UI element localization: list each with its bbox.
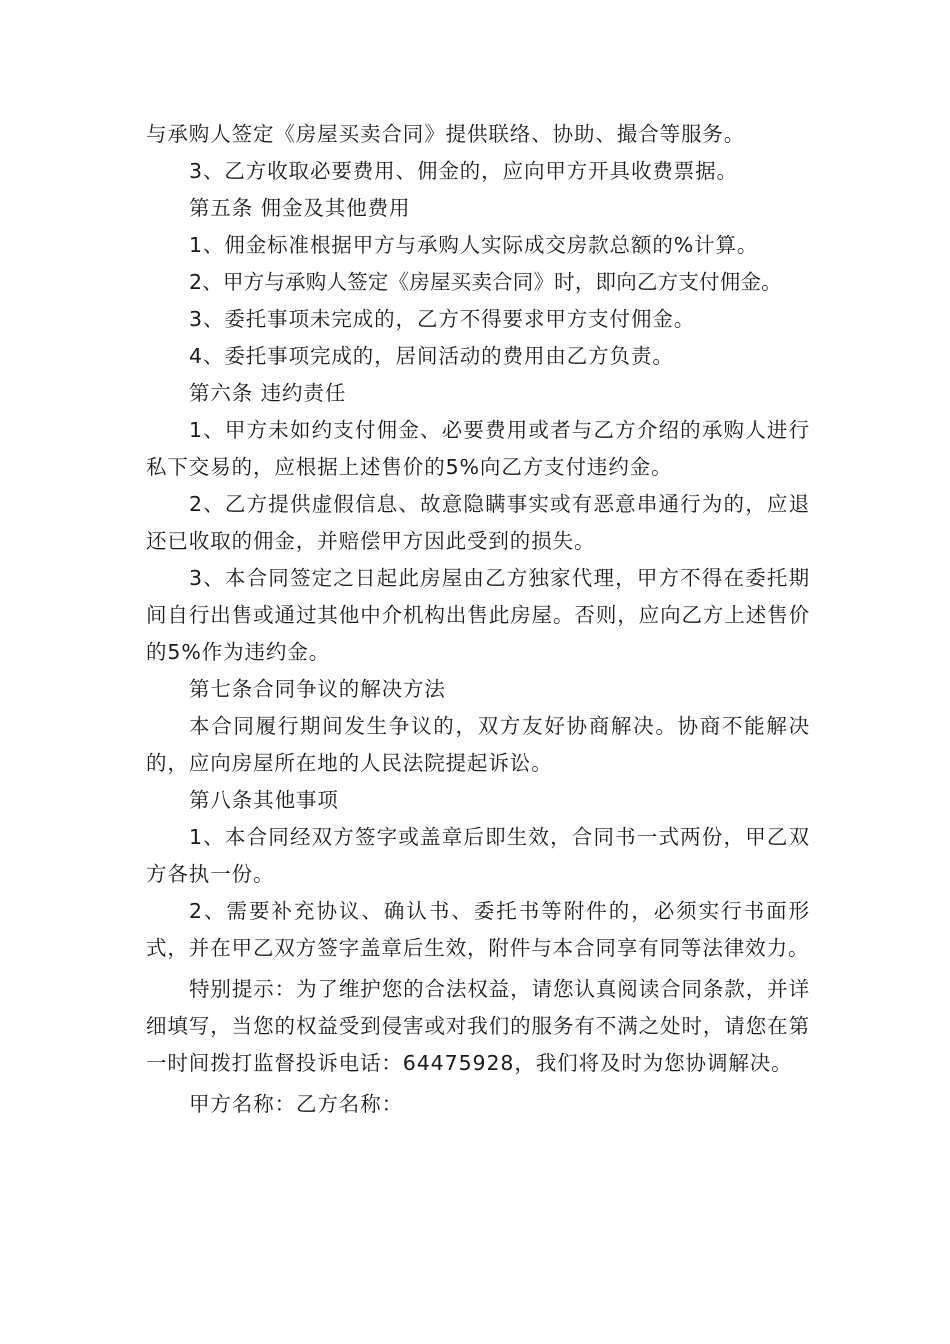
clause-5-item-4: 4、委托事项完成的，居间活动的费用由乙方负责。 <box>189 344 674 368</box>
clause-8-item-1: 1、本合同经双方签字或盖章后即生效，合同书一式两份，甲乙双方各执一份。 <box>146 825 810 886</box>
clause-7-text: 本合同履行期间发生争议的，双方友好协商解决。协商不能解决的，应向房屋所在地的人民法院提起诉讼。 <box>146 714 810 775</box>
clause-4-item-3: 3、乙方收取必要费用、佣金的，应向甲方开具收费票据。 <box>189 159 738 183</box>
clause-5-item-3: 3、委托事项未完成的，乙方不得要求甲方支付佣金。 <box>189 307 696 331</box>
clause-6-item-1: 1、甲方未如约支付佣金、必要费用或者与乙方介绍的承购人进行私下交易的，应根据上述售价的5%向乙方支付违约金。 <box>146 418 810 479</box>
clause-5-item-2: 2、甲方与承购人签定《房屋买卖合同》时，即向乙方支付佣金。 <box>189 270 782 294</box>
clause-8-item-2: 2、需要补充协议、确认书、委托书等附件的，必须实行书面形式，并在甲乙双方签字盖章后生效，附件与本合同享有同等法律效力。 <box>146 899 810 960</box>
paragraph-continuation: 与承购人签定《房屋买卖合同》提供联络、协助、撮合等服务。 <box>146 122 746 146</box>
clause-6-item-3: 3、本合同签定之日起此房屋由乙方独家代理，甲方不得在委托期间自行出售或通过其他中介机构出售此房屋。否则，应向乙方上述售价的5%作为违约金。 <box>146 566 810 664</box>
article-5-heading: 第五条 佣金及其他费用 <box>189 196 411 220</box>
signature-line: 甲方名称：乙方名称： <box>189 1092 403 1116</box>
article-8-heading: 第八条其他事项 <box>189 788 339 812</box>
article-6-heading: 第六条 违约责任 <box>189 381 347 405</box>
article-7-heading: 第七条合同争议的解决方法 <box>189 677 446 701</box>
special-notice: 特别提示：为了维护您的合法权益，请您认真阅读合同条款，并详细填写，当您的权益受到侵害或对我们的服务有不满之处时，请您在第一时间拨打监督投诉电话：64475928，我们将及时为您协调解决。 <box>146 977 810 1075</box>
clause-5-item-1: 1、佣金标准根据甲方与承购人实际成交房款总额的%计算。 <box>189 233 759 257</box>
document-body <box>146 116 810 1123</box>
clause-6-item-2: 2、乙方提供虚假信息、故意隐瞒事实或有恶意串通行为的，应退还已收取的佣金，并赔偿甲方因此受到的损失。 <box>146 492 810 553</box>
